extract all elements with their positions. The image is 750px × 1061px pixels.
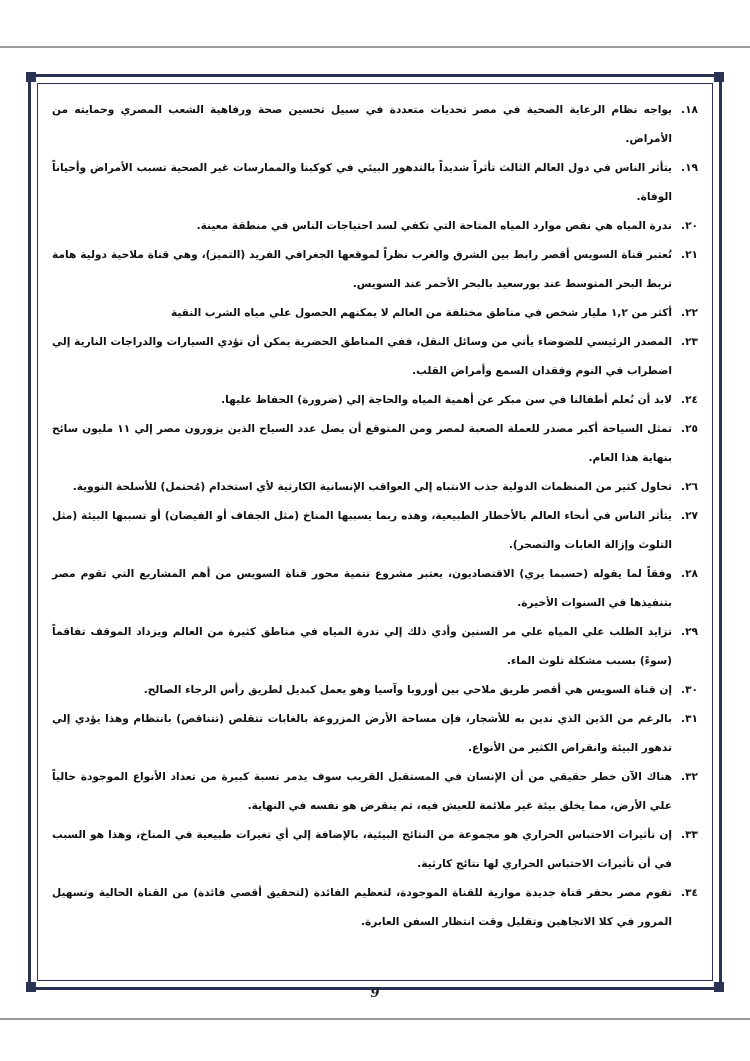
list-item	[52, 676, 698, 705]
list-item	[52, 763, 698, 821]
bottom-divider	[0, 1018, 750, 1020]
item-text: إن تأثيرات الاحتباس الحراري هو مجموعة من النتائج البيئية، بالإضافة إلي أي تغيرات طبيعية في المناخ، وهذا هو السبب في أن تأثيرات الاحتباس الحراري لها نتائج كارثية.	[52, 829, 672, 870]
item-text: لابد أن نُعلم أطفالنا في سن مبكر عن أهمية المياه والحاجة إلي (ضرورة) الحفاظ عليها.	[221, 394, 672, 406]
item-text: المصدر الرئيسي للضوضاء يأتي من وسائل النقل، ففي المناطق الحضرية يمكن أن تؤدي السيارات والدراجات النارية إلي اضطراب في النوم وفقدان السمع وأمراض القلب.	[52, 336, 672, 377]
list-item	[52, 618, 698, 676]
item-number: ٢٠.	[681, 220, 698, 232]
item-text: هناك الآن خطر حقيقي من أن الإنسان في المستقبل القريب سوف يدمر نسبة كبيرة من تعداد الأنواع الموجودة حالياً علي الأرض، مما يخلق بيئة غير ملائمة للعيش فيه، ثم ينقرض هو نفسه في النهاية.	[52, 771, 672, 812]
item-text: ندرة المياه هي نقص موارد المياه المتاحة التي تكفي لسد احتياجات الناس في منطقة معينة.	[196, 220, 672, 232]
item-text: تمثل السياحة أكبر مصدر للعملة الصعبة لمصر ومن المتوقع أن يصل عدد السياح الذين يزورون مصر إلي ١١ مليون سائح بنهاية هذا العام.	[52, 423, 672, 464]
item-text: وفقاً لما يقوله (حسبما يري) الاقتصاديون، يعتبر مشروع تنمية محور قناة السويس من أهم المشاريع التي تقوم مصر بتنفيذها في السنوات الأخيرة.	[52, 568, 672, 609]
item-number: ٢٤.	[681, 394, 698, 406]
list-item	[52, 96, 698, 154]
page-number: 9	[370, 986, 380, 1001]
item-number: ٢٢.	[681, 307, 698, 319]
list-item	[52, 821, 698, 879]
item-number: ١٨.	[681, 104, 698, 116]
item-text: تُعتبر قناة السويس أقصر رابط بين الشرق والغرب نظراً لموقعها الجغرافي الفريد (التميز)، وهي قناة ملاحية دولية هامة تربط البحر المتوسط عند بورسعيد بالبحر الأحمر عند السويس.	[52, 249, 672, 290]
item-number: ٣١.	[681, 713, 698, 725]
item-text: أكثر من ١,٢ مليار شخص في مناطق مختلفة من العالم لا يمكنهم الحصول علي مياه الشرب النقية	[170, 307, 672, 319]
corner-ornament	[26, 72, 36, 82]
item-number: ٢٥.	[681, 423, 698, 435]
item-text: بالرغم من الدَين الذي ندين به للأشجار، فإن مساحة الأرض المزروعة بالغابات تتقلص (تتناقص) بانتظام وهذا يؤدي إلي تدهور البيئة وانقراض الكثير من الأنواع.	[52, 713, 672, 754]
item-number: ٢١.	[681, 249, 698, 261]
item-number: ١٩.	[681, 162, 698, 174]
item-text: تقوم مصر بحفر قناة جديدة موازية للقناة الموجودة، لتعظيم الفائدة (لتحقيق أقصي فائدة) من القناة الحالية وتسهيل المرور في كلا الاتجاهين وتقليل وقت انتظار السفن العابرة.	[52, 887, 672, 928]
list-item	[52, 415, 698, 473]
item-text: يتأثر الناس في دول العالم الثالث تأثراً شديداً بالتدهور البيئي في كوكبنا والممارسات غير الصحية تسبب الأمراض وأحياناً الوفاة.	[52, 162, 672, 203]
item-text: إن قناة السويس هي أقصر طريق ملاحي بين أوروبا وآسيا وهو يعمل كبديل لطريق رأس الرجاء الصالح.	[143, 684, 672, 696]
list-item	[52, 328, 698, 386]
item-number: ٢٦.	[681, 481, 698, 493]
sentence-list	[52, 96, 698, 976]
list-item	[52, 241, 698, 299]
item-number: ٢٣.	[681, 336, 698, 348]
corner-ornament	[714, 72, 724, 82]
list-item	[52, 299, 698, 328]
item-number: ٣٣.	[681, 829, 698, 841]
item-text: تزايد الطلب علي المياه علي مر السنين وأدي ذلك إلي ندرة المياه في مناطق كثيرة من العالم ويزداد الموقف تفاقماً (سوءً) بسبب مشكلة تلوث الماء.	[52, 626, 672, 667]
item-text: تحاول كثير من المنظمات الدولية جذب الانتباه إلي العواقب الإنسانية الكارثية لأي استخدام (مُحتمل) للأسلحة النووية.	[72, 481, 672, 493]
item-text: يواجه نظام الرعاية الصحية في مصر تحديات متعددة في سبيل تحسين صحة ورفاهية الشعب المصري وحمايته من الأمراض.	[52, 104, 672, 145]
list-item	[52, 879, 698, 937]
item-number: ٣٤.	[681, 887, 698, 899]
top-divider	[0, 46, 750, 48]
item-number: ٣٢.	[681, 771, 698, 783]
list-item	[52, 212, 698, 241]
item-text: يتأثر الناس في أنحاء العالم بالأخطار الطبيعية، وهذه ربما يسببها المناخ (مثل الجفاف أو الفيضان) أو تسببها البيئة (مثل التلوث وإزالة الغابات والتصحر).	[52, 510, 672, 551]
list-item	[52, 154, 698, 212]
list-item	[52, 560, 698, 618]
list-item	[52, 386, 698, 415]
list-item	[52, 502, 698, 560]
item-number: ٢٧.	[681, 510, 698, 522]
item-number: ٢٩.	[681, 626, 698, 638]
item-number: ٢٨.	[681, 568, 698, 580]
list-item	[52, 705, 698, 763]
list-item	[52, 473, 698, 502]
item-number: ٣٠.	[681, 684, 698, 696]
